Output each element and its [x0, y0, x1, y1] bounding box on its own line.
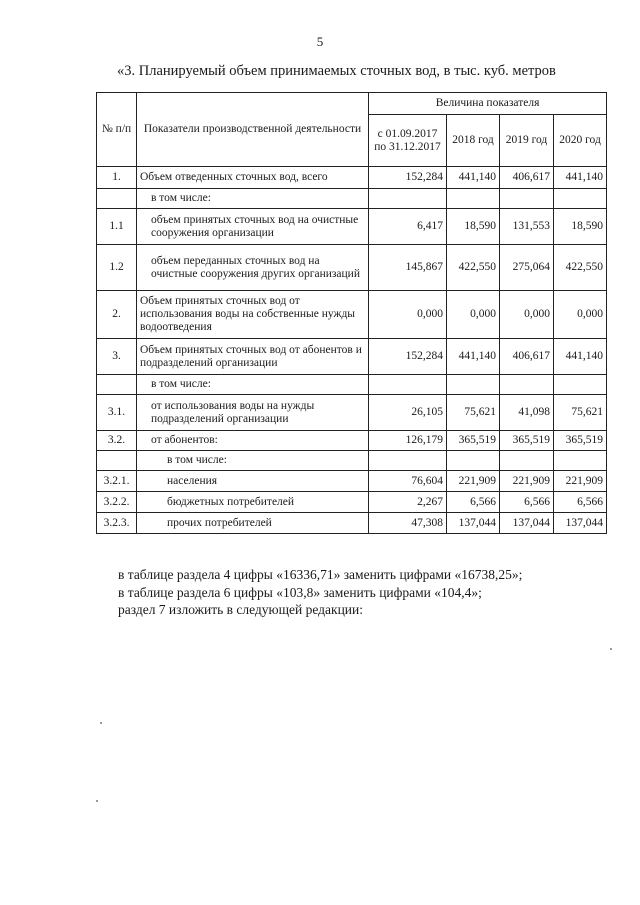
row-value: 137,044: [447, 513, 500, 534]
row-number: 3.2.3.: [97, 513, 137, 534]
row-value: [369, 451, 447, 471]
row-value: 137,044: [500, 513, 554, 534]
row-value: 406,617: [500, 167, 554, 189]
row-value: 18,590: [447, 209, 500, 245]
row-value: [500, 189, 554, 209]
header-indicator: Показатели производственной деятельности: [137, 93, 369, 167]
row-value: [554, 189, 607, 209]
row-number: 3.2.1.: [97, 471, 137, 492]
row-label: бюджетных потребителей: [137, 492, 369, 513]
row-value: 365,519: [500, 431, 554, 451]
row-value: 441,140: [447, 339, 500, 375]
table-row: [97, 492, 607, 513]
header-period: с 01.09.2017 по 31.12.2017: [369, 115, 447, 167]
row-value: 152,284: [369, 339, 447, 375]
row-number: [97, 451, 137, 471]
row-value: [500, 375, 554, 395]
table-row: [97, 291, 607, 339]
row-label: объем принятых сточных вод на очистные сооружения организации: [137, 209, 369, 245]
table-row: [97, 375, 607, 395]
row-value: [369, 375, 447, 395]
row-value: 6,566: [554, 492, 607, 513]
row-value: 131,553: [500, 209, 554, 245]
row-value: 0,000: [554, 291, 607, 339]
row-value: 275,064: [500, 245, 554, 291]
row-value: 0,000: [447, 291, 500, 339]
row-value: [447, 451, 500, 471]
row-value: 75,621: [554, 395, 607, 431]
row-value: 41,098: [500, 395, 554, 431]
row-value: 6,566: [500, 492, 554, 513]
row-number: 1.2: [97, 245, 137, 291]
row-number: 1.1: [97, 209, 137, 245]
row-value: 441,140: [554, 167, 607, 189]
row-value: [554, 451, 607, 471]
row-value: [447, 375, 500, 395]
scan-speck: [100, 722, 102, 724]
row-value: 422,550: [447, 245, 500, 291]
row-value: 221,909: [500, 471, 554, 492]
row-label: объем переданных сточных вод на очистные сооружения других организаций: [137, 245, 369, 291]
row-value: 6,566: [447, 492, 500, 513]
header-period: 2019 год: [500, 115, 554, 167]
row-number: 3.2.2.: [97, 492, 137, 513]
row-number: 3.: [97, 339, 137, 375]
row-value: 422,550: [554, 245, 607, 291]
row-value: 6,417: [369, 209, 447, 245]
section-title: «3. Планируемый объем принимаемых сточных вод, в тыс. куб. метров: [117, 63, 556, 79]
row-value: 406,617: [500, 339, 554, 375]
table-row: [97, 471, 607, 492]
water-volume-table: [96, 92, 607, 534]
row-value: 365,519: [447, 431, 500, 451]
table-row: [97, 339, 607, 375]
row-value: 221,909: [447, 471, 500, 492]
row-number: 3.1.: [97, 395, 137, 431]
amendment-notes: [118, 566, 522, 619]
row-value: 47,308: [369, 513, 447, 534]
row-label: населения: [137, 471, 369, 492]
row-value: 0,000: [500, 291, 554, 339]
row-label: Объем отведенных сточных вод, всего: [137, 167, 369, 189]
row-label: в том числе:: [137, 375, 369, 395]
page-number: 5: [316, 34, 324, 49]
scan-speck: [610, 648, 612, 650]
row-value: 2,267: [369, 492, 447, 513]
row-value: 76,604: [369, 471, 447, 492]
row-value: [554, 375, 607, 395]
row-value: [447, 189, 500, 209]
table-row: [97, 451, 607, 471]
row-label: прочих потребителей: [137, 513, 369, 534]
row-value: 441,140: [447, 167, 500, 189]
table-row: [97, 395, 607, 431]
row-value: 145,867: [369, 245, 447, 291]
row-number: 1.: [97, 167, 137, 189]
note-line: раздел 7 изложить в следующей редакции:: [118, 602, 364, 617]
table-row: [97, 431, 607, 451]
row-value: 126,179: [369, 431, 447, 451]
scan-speck: [96, 800, 98, 802]
table-row: [97, 209, 607, 245]
row-value: 26,105: [369, 395, 447, 431]
row-value: 0,000: [369, 291, 447, 339]
header-value-group: Величина показателя: [369, 93, 607, 115]
header-number: № п/п: [97, 93, 137, 167]
row-number: 3.2.: [97, 431, 137, 451]
row-value: 75,621: [447, 395, 500, 431]
row-label: от использования воды на нужды подразделений организации: [137, 395, 369, 431]
row-number: [97, 189, 137, 209]
header-period: 2018 год: [447, 115, 500, 167]
row-value: 137,044: [554, 513, 607, 534]
row-label: Объем принятых сточных вод от абонентов и подразделений организации: [137, 339, 369, 375]
row-value: 221,909: [554, 471, 607, 492]
note-line: в таблице раздела 4 цифры «16336,71» заменить цифрами «16738,25»;: [118, 567, 523, 582]
row-value: [369, 189, 447, 209]
note-line: в таблице раздела 6 цифры «103,8» заменить цифрами «104,4»;: [118, 584, 482, 600]
row-label: от абонентов:: [137, 431, 369, 451]
row-number: [97, 375, 137, 395]
row-value: [500, 451, 554, 471]
table-row: [97, 245, 607, 291]
row-label: в том числе:: [137, 189, 369, 209]
row-value: 441,140: [554, 339, 607, 375]
row-value: 18,590: [554, 209, 607, 245]
row-value: 365,519: [554, 431, 607, 451]
table-row: [97, 189, 607, 209]
row-value: 152,284: [369, 167, 447, 189]
row-label: в том числе:: [137, 451, 369, 471]
row-number: 2.: [97, 291, 137, 339]
table-row: [97, 167, 607, 189]
header-period: 2020 год: [554, 115, 607, 167]
row-label: Объем принятых сточных вод от использования воды на собственные нужды водоотведения: [137, 291, 369, 339]
table-row: [97, 513, 607, 534]
